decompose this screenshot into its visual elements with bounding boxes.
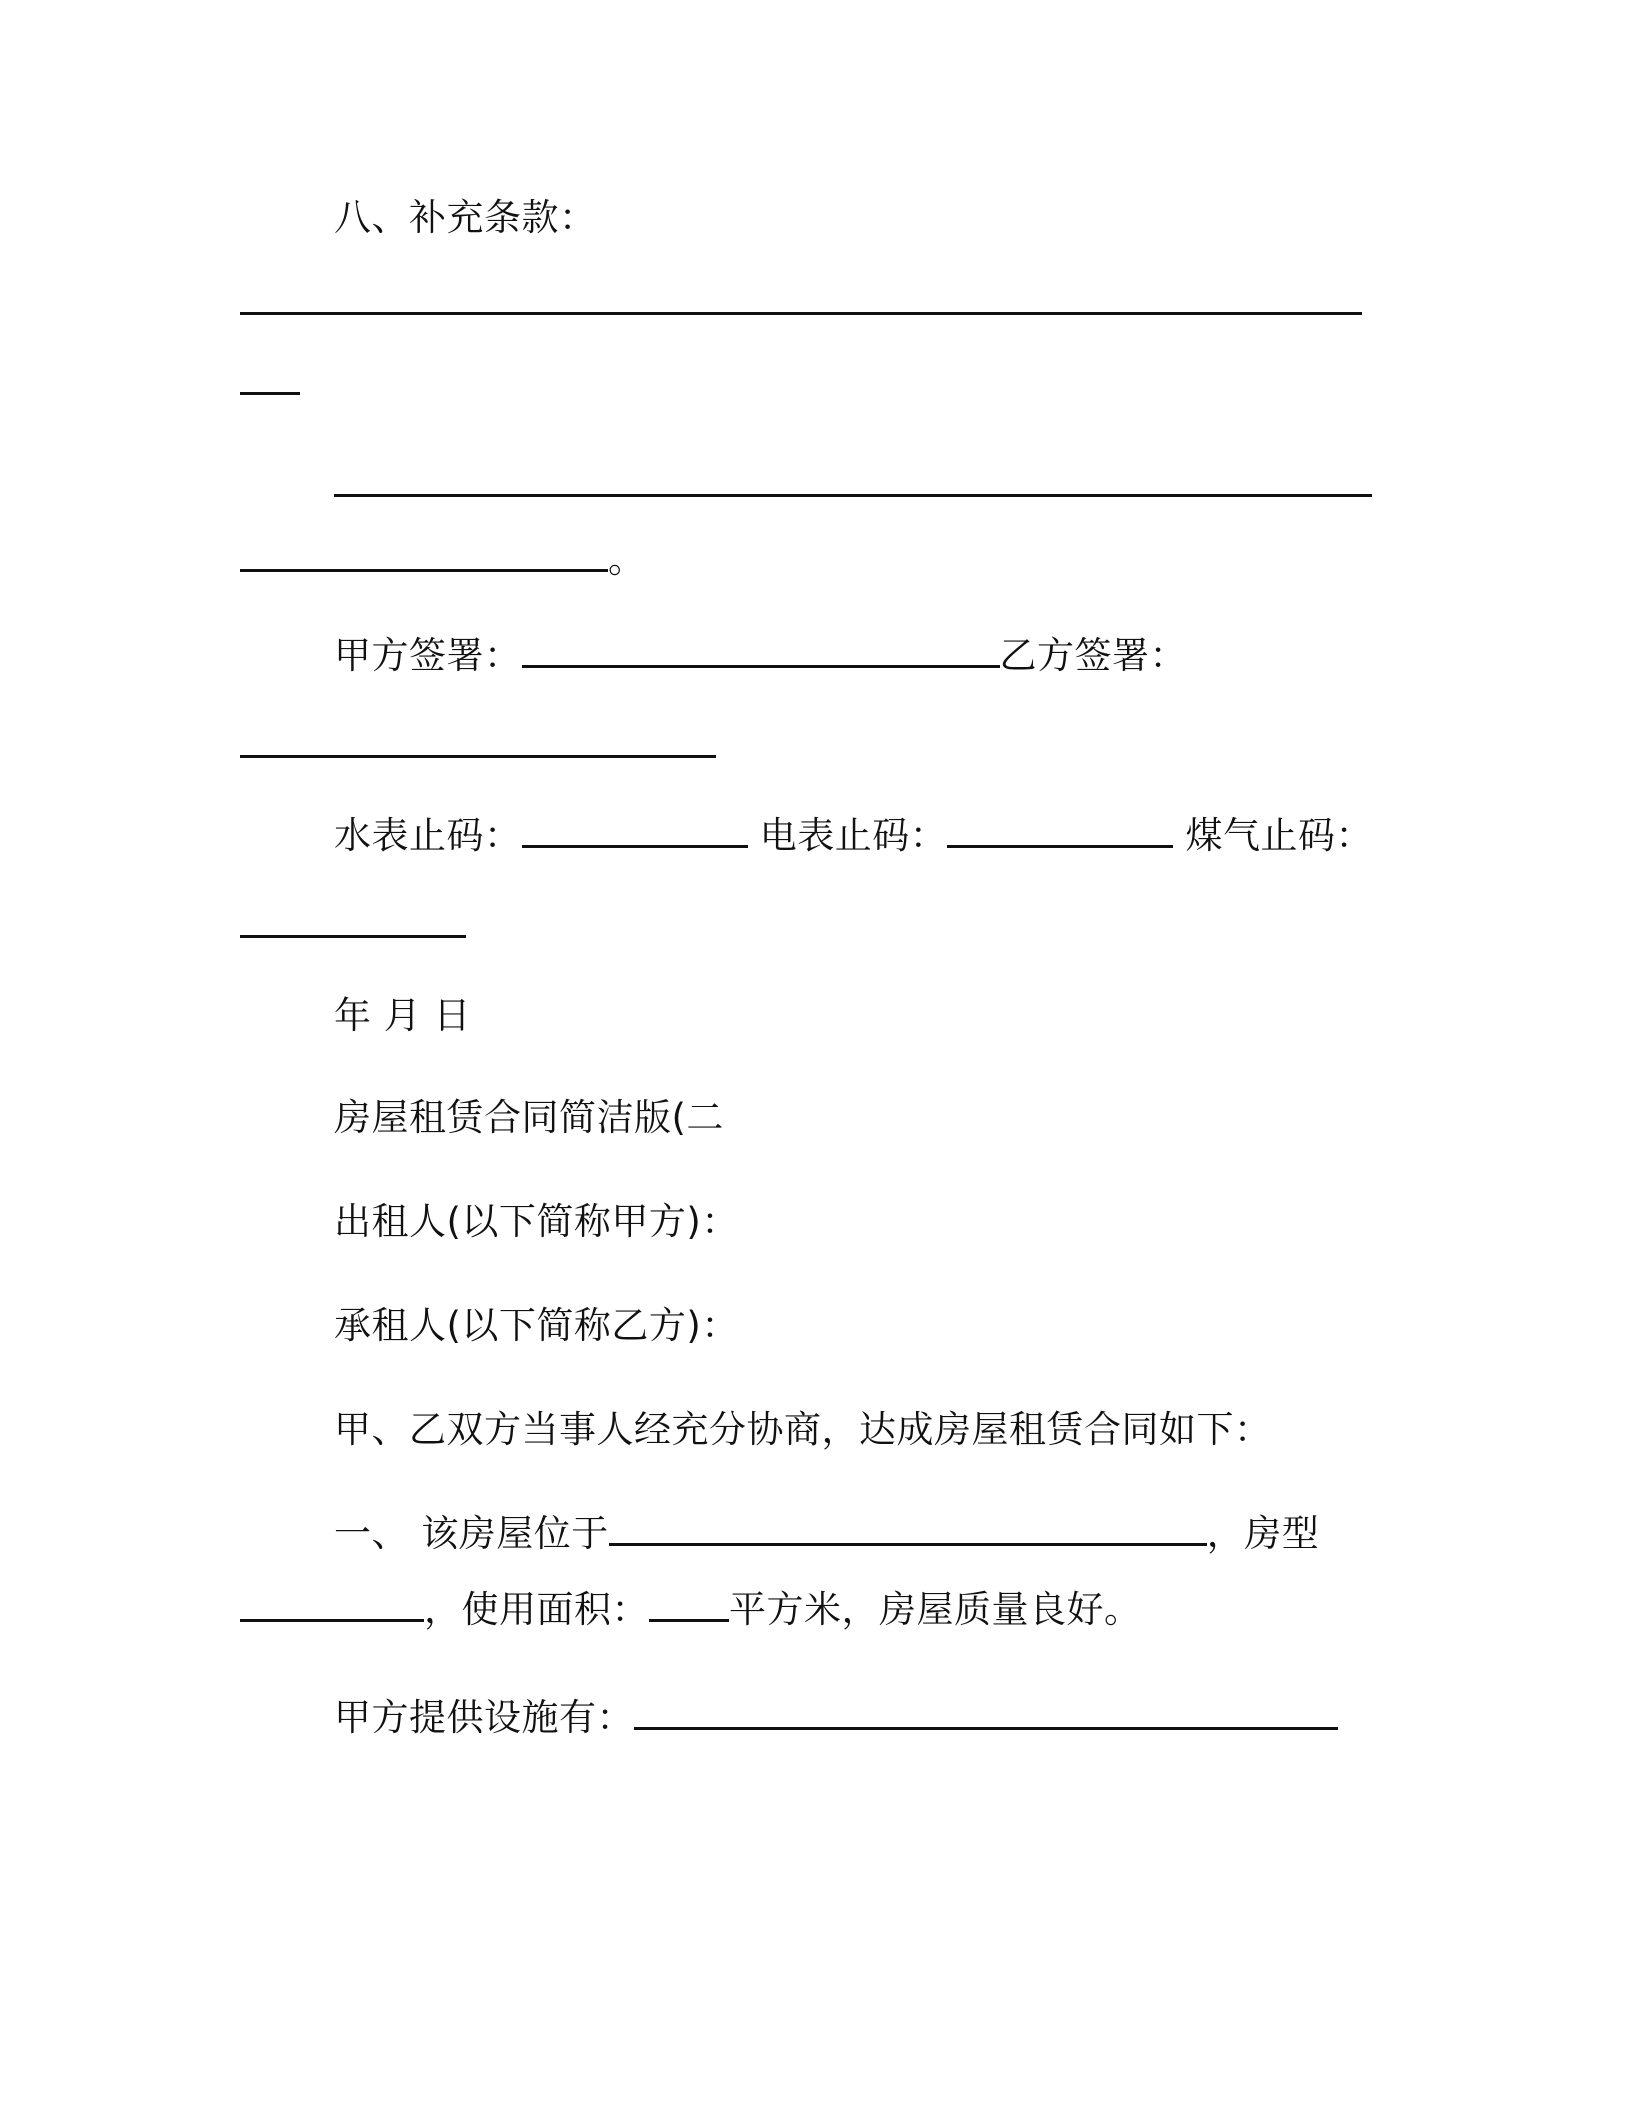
supplement-blank-2b[interactable]: [240, 545, 608, 572]
supplement-blank-1b[interactable]: [240, 392, 300, 395]
contract-title-2: 房屋租赁合同简洁版(二: [334, 1096, 724, 1139]
party-a-sign-blank[interactable]: [522, 641, 1000, 668]
party-b-sign-label: 乙方签署：: [999, 634, 1187, 677]
gas-meter-label: 煤气止码：: [1185, 814, 1374, 857]
intro-text: 甲、乙双方当事人经充分协商，达成房屋租赁合同如下：: [334, 1408, 1272, 1451]
house-type-blank[interactable]: [240, 1595, 424, 1622]
water-meter-label: 水表止码：: [334, 814, 522, 857]
meter-readings-line: [334, 812, 1373, 860]
area-unit: 平方米，房屋质量良好。: [729, 1588, 1142, 1631]
facilities-label: 甲方提供设施有：: [334, 1696, 634, 1739]
electric-meter-label: 电表止码：: [759, 814, 948, 857]
supplement-blank-1a[interactable]: [240, 312, 1362, 315]
item1-prefix: 一、 该房屋位于: [334, 1512, 609, 1555]
water-meter-blank[interactable]: [522, 821, 748, 848]
address-blank[interactable]: [609, 1519, 1207, 1546]
item1-line: [334, 1510, 1319, 1558]
date-line: 年 月 日: [334, 994, 472, 1037]
clause8-heading: 八、补充条款：: [334, 196, 597, 239]
facilities-blank[interactable]: [634, 1703, 1338, 1730]
supplement-blank-2a[interactable]: [334, 494, 1372, 497]
period-mark: 。: [608, 538, 646, 581]
facilities-line: [334, 1694, 1338, 1742]
house-type-label: ，房型: [1206, 1512, 1320, 1555]
area-label: ，使用面积：: [424, 1588, 649, 1631]
electric-meter-blank[interactable]: [947, 821, 1173, 848]
lessor-label: 出租人(以下简称甲方)：: [334, 1200, 739, 1243]
gas-meter-blank[interactable]: [240, 935, 466, 938]
area-blank[interactable]: [649, 1595, 729, 1622]
signature-line: [334, 632, 1187, 680]
lessee-label: 承租人(以下简称乙方)：: [334, 1304, 739, 1347]
supplement-blank-2-line: [240, 536, 646, 584]
item1-line-2: [240, 1586, 1142, 1634]
party-a-sign-label: 甲方签署：: [334, 634, 522, 677]
party-b-sign-blank[interactable]: [240, 755, 716, 758]
